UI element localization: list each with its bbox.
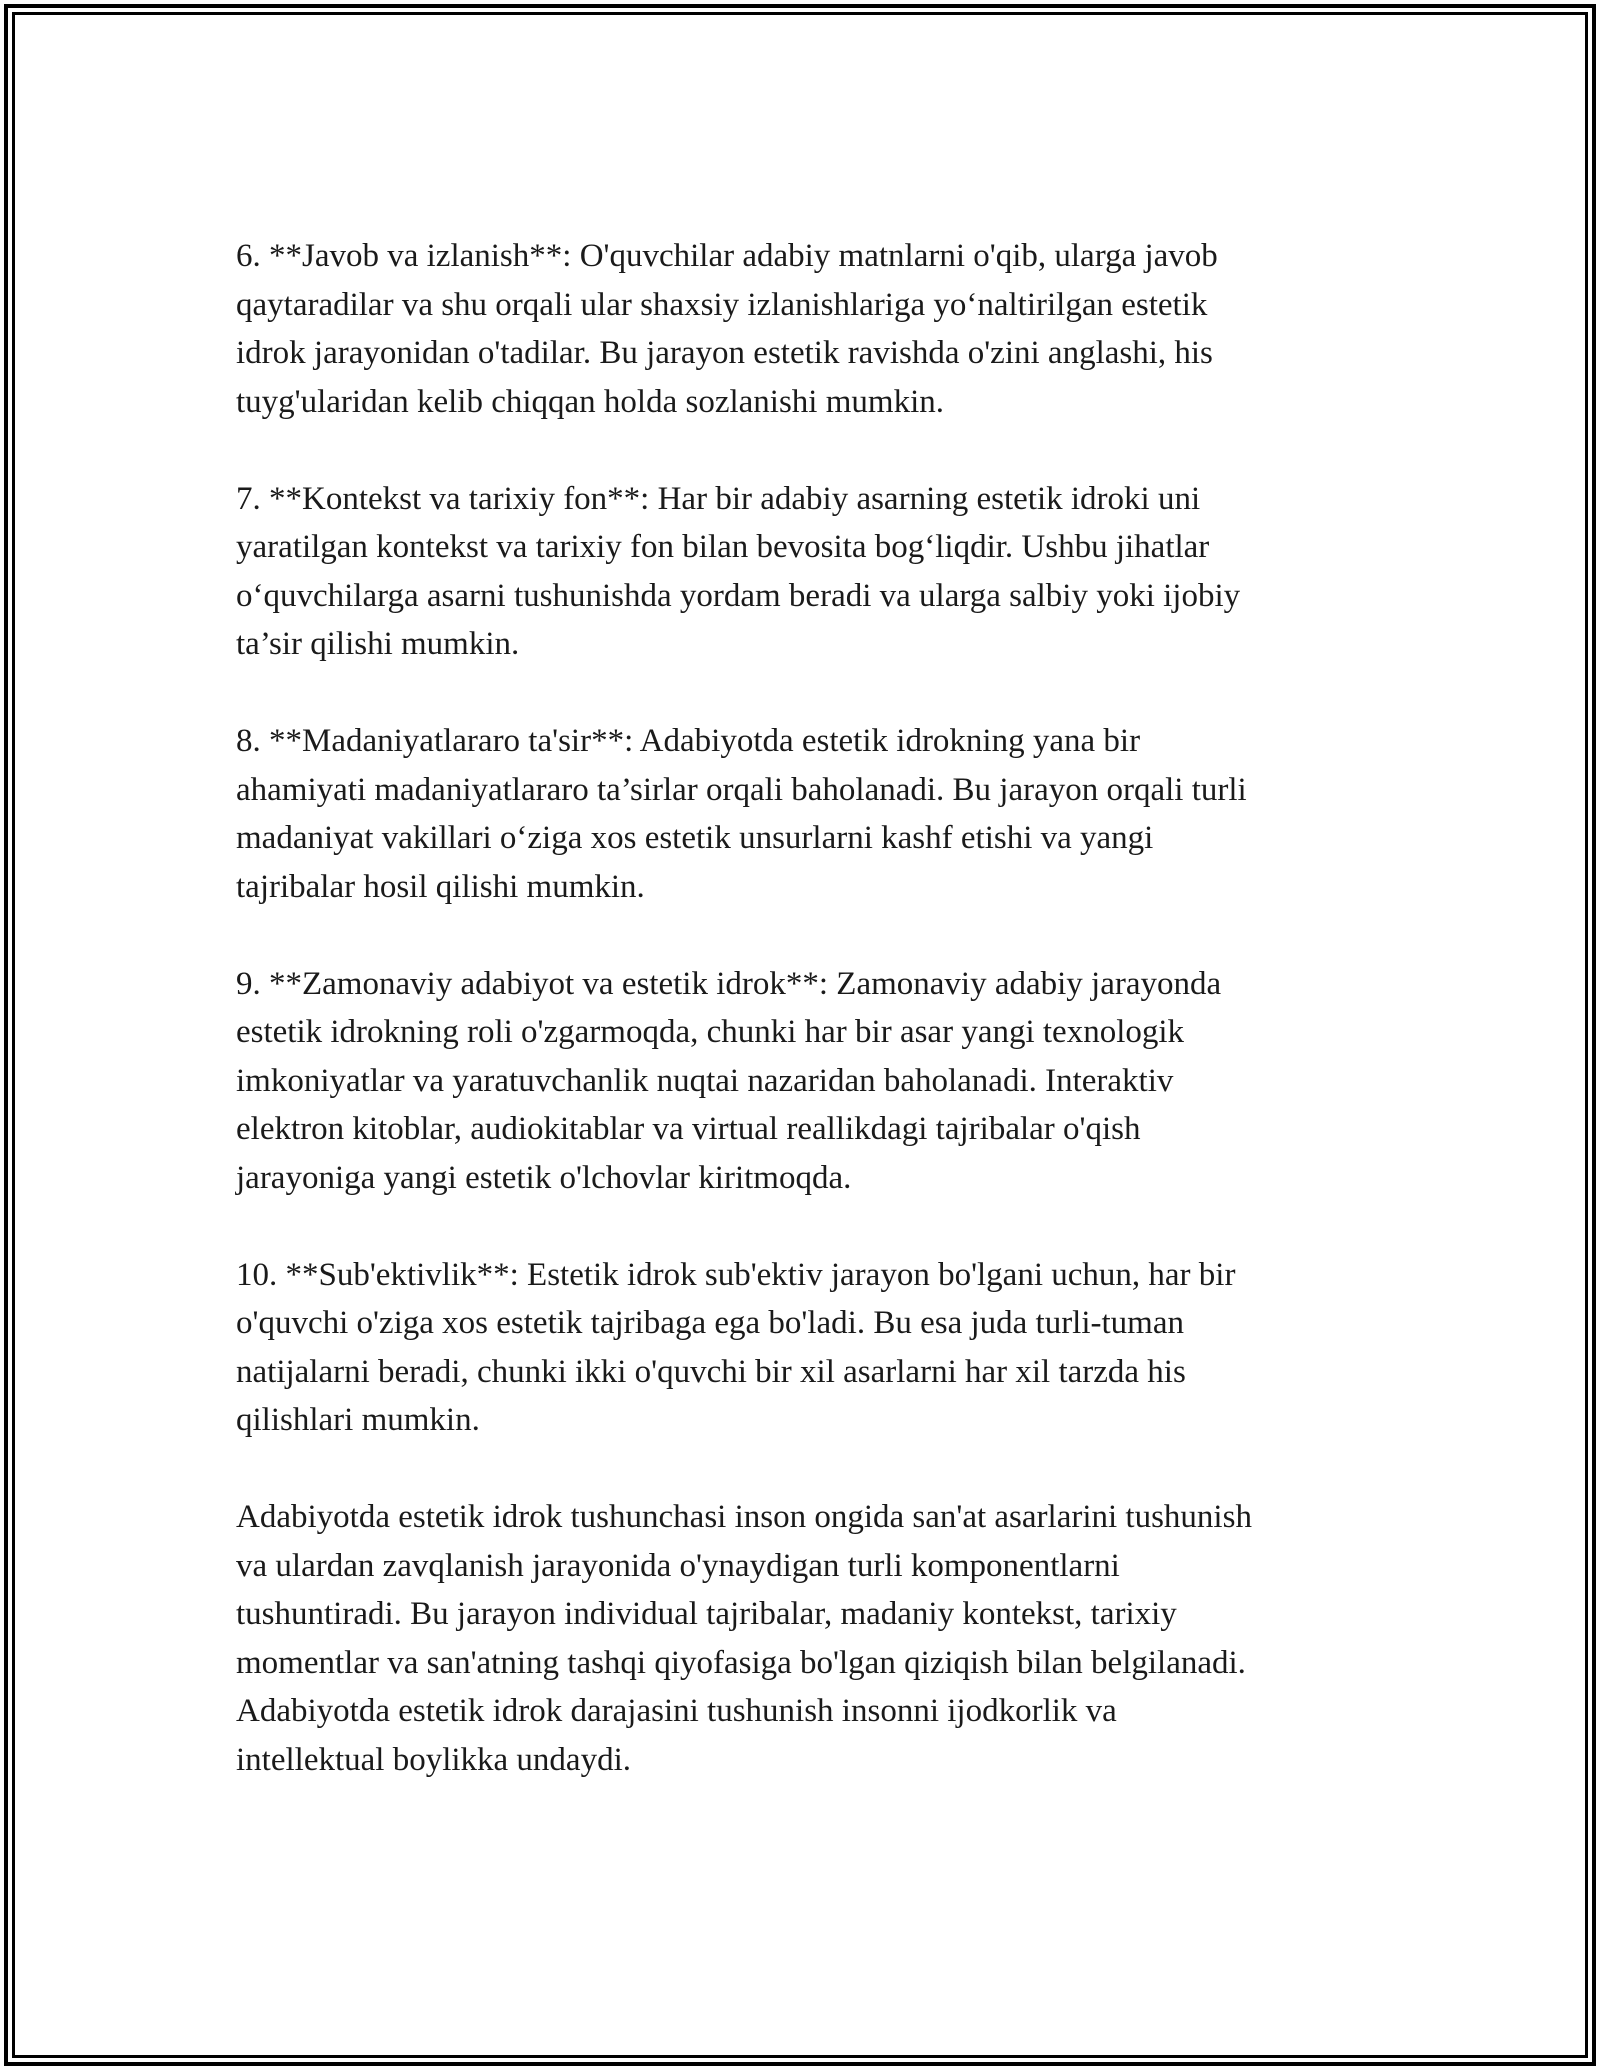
paragraph-subektivlik: 10. **Sub'ektivlik**: Estetik idrok sub'ektiv jarayon bo'lgani uchun, har bir o'quvchi o'ziga xos estetik tajribaga ega bo'ladi. Bu esa juda turli-tuman natijalarni beradi, chunki ikki o'quvchi bir xil asarlarni har xil tarzda his qilishlari mumkin.: [236, 1256, 1236, 1438]
paragraph-zamonaviy-adabiyot: 9. **Zamonaviy adabiyot va estetik idrok**: Zamonaviy adabiy jarayonda estetik idrokning roli o'zgarmoqda, chunki har bir asar yangi texnologik imkoniyatlar va yaratuvchanlik nuqtai nazaridan baholanadi. Interaktiv elektron kitoblar, audiokitablar va virtual reallikdagi tajribalar o'qish jarayoniga yangi estetik o'lchovlar kiritmoqda.: [236, 965, 1222, 1196]
document-body: [236, 232, 1376, 1833]
paragraph-javob-va-izlanish: 6. **Javob va izlanish**: O'quvchilar adabiy matnlarni o'qib, ularga javob qaytaradilar va shu orqali ular shaxsiy izlanishlariga yo‘naltirilgan estetik idrok jarayonidan o'tadilar. Bu jarayon estetik ravishda o'zini anglashi, his tuyg'ularidan kelib chiqqan holda sozlanishi mumkin.: [236, 238, 1218, 420]
paragraph-madaniyatlararo-tasir: 8. **Madaniyatlararo ta'sir**: Adabiyotda estetik idrokning yana bir ahamiyati madaniyatlararo ta’sirlar orqali baholanadi. Bu jarayon orqali turli madaniyat vakillari o‘ziga xos estetik unsurlarni kashf etishi va yangi tajribalar hosil qilishi mumkin.: [236, 723, 1247, 905]
paragraph-conclusion: Adabiyotda estetik idrok tushunchasi inson ongida san'at asarlarini tushunish va ulardan zavqlanish jarayonida o'ynaydigan turli komponentlarni tushuntiradi. Bu jarayon individual tajribalar, madaniy kontekst, tarixiy momentlar va san'atning tashqi qiyofasiga bo'lgan qiziqish bilan belgilanadi. Adabiyotda estetik idrok darajasini tushunish insonni ijodkorlik va intellektual boylikka undaydi.: [236, 1499, 1252, 1778]
paragraph-kontekst-va-tarixiy-fon: 7. **Kontekst va tarixiy fon**: Har bir adabiy asarning estetik idroki uni yaratilgan kontekst va tarixiy fon bilan bevosita bog‘liqdir. Ushbu jihatlar o‘quvchilarga asarni tushunishda yordam beradi va ularga salbiy yoki ijobiy ta’sir qilishi mumkin.: [236, 480, 1241, 662]
